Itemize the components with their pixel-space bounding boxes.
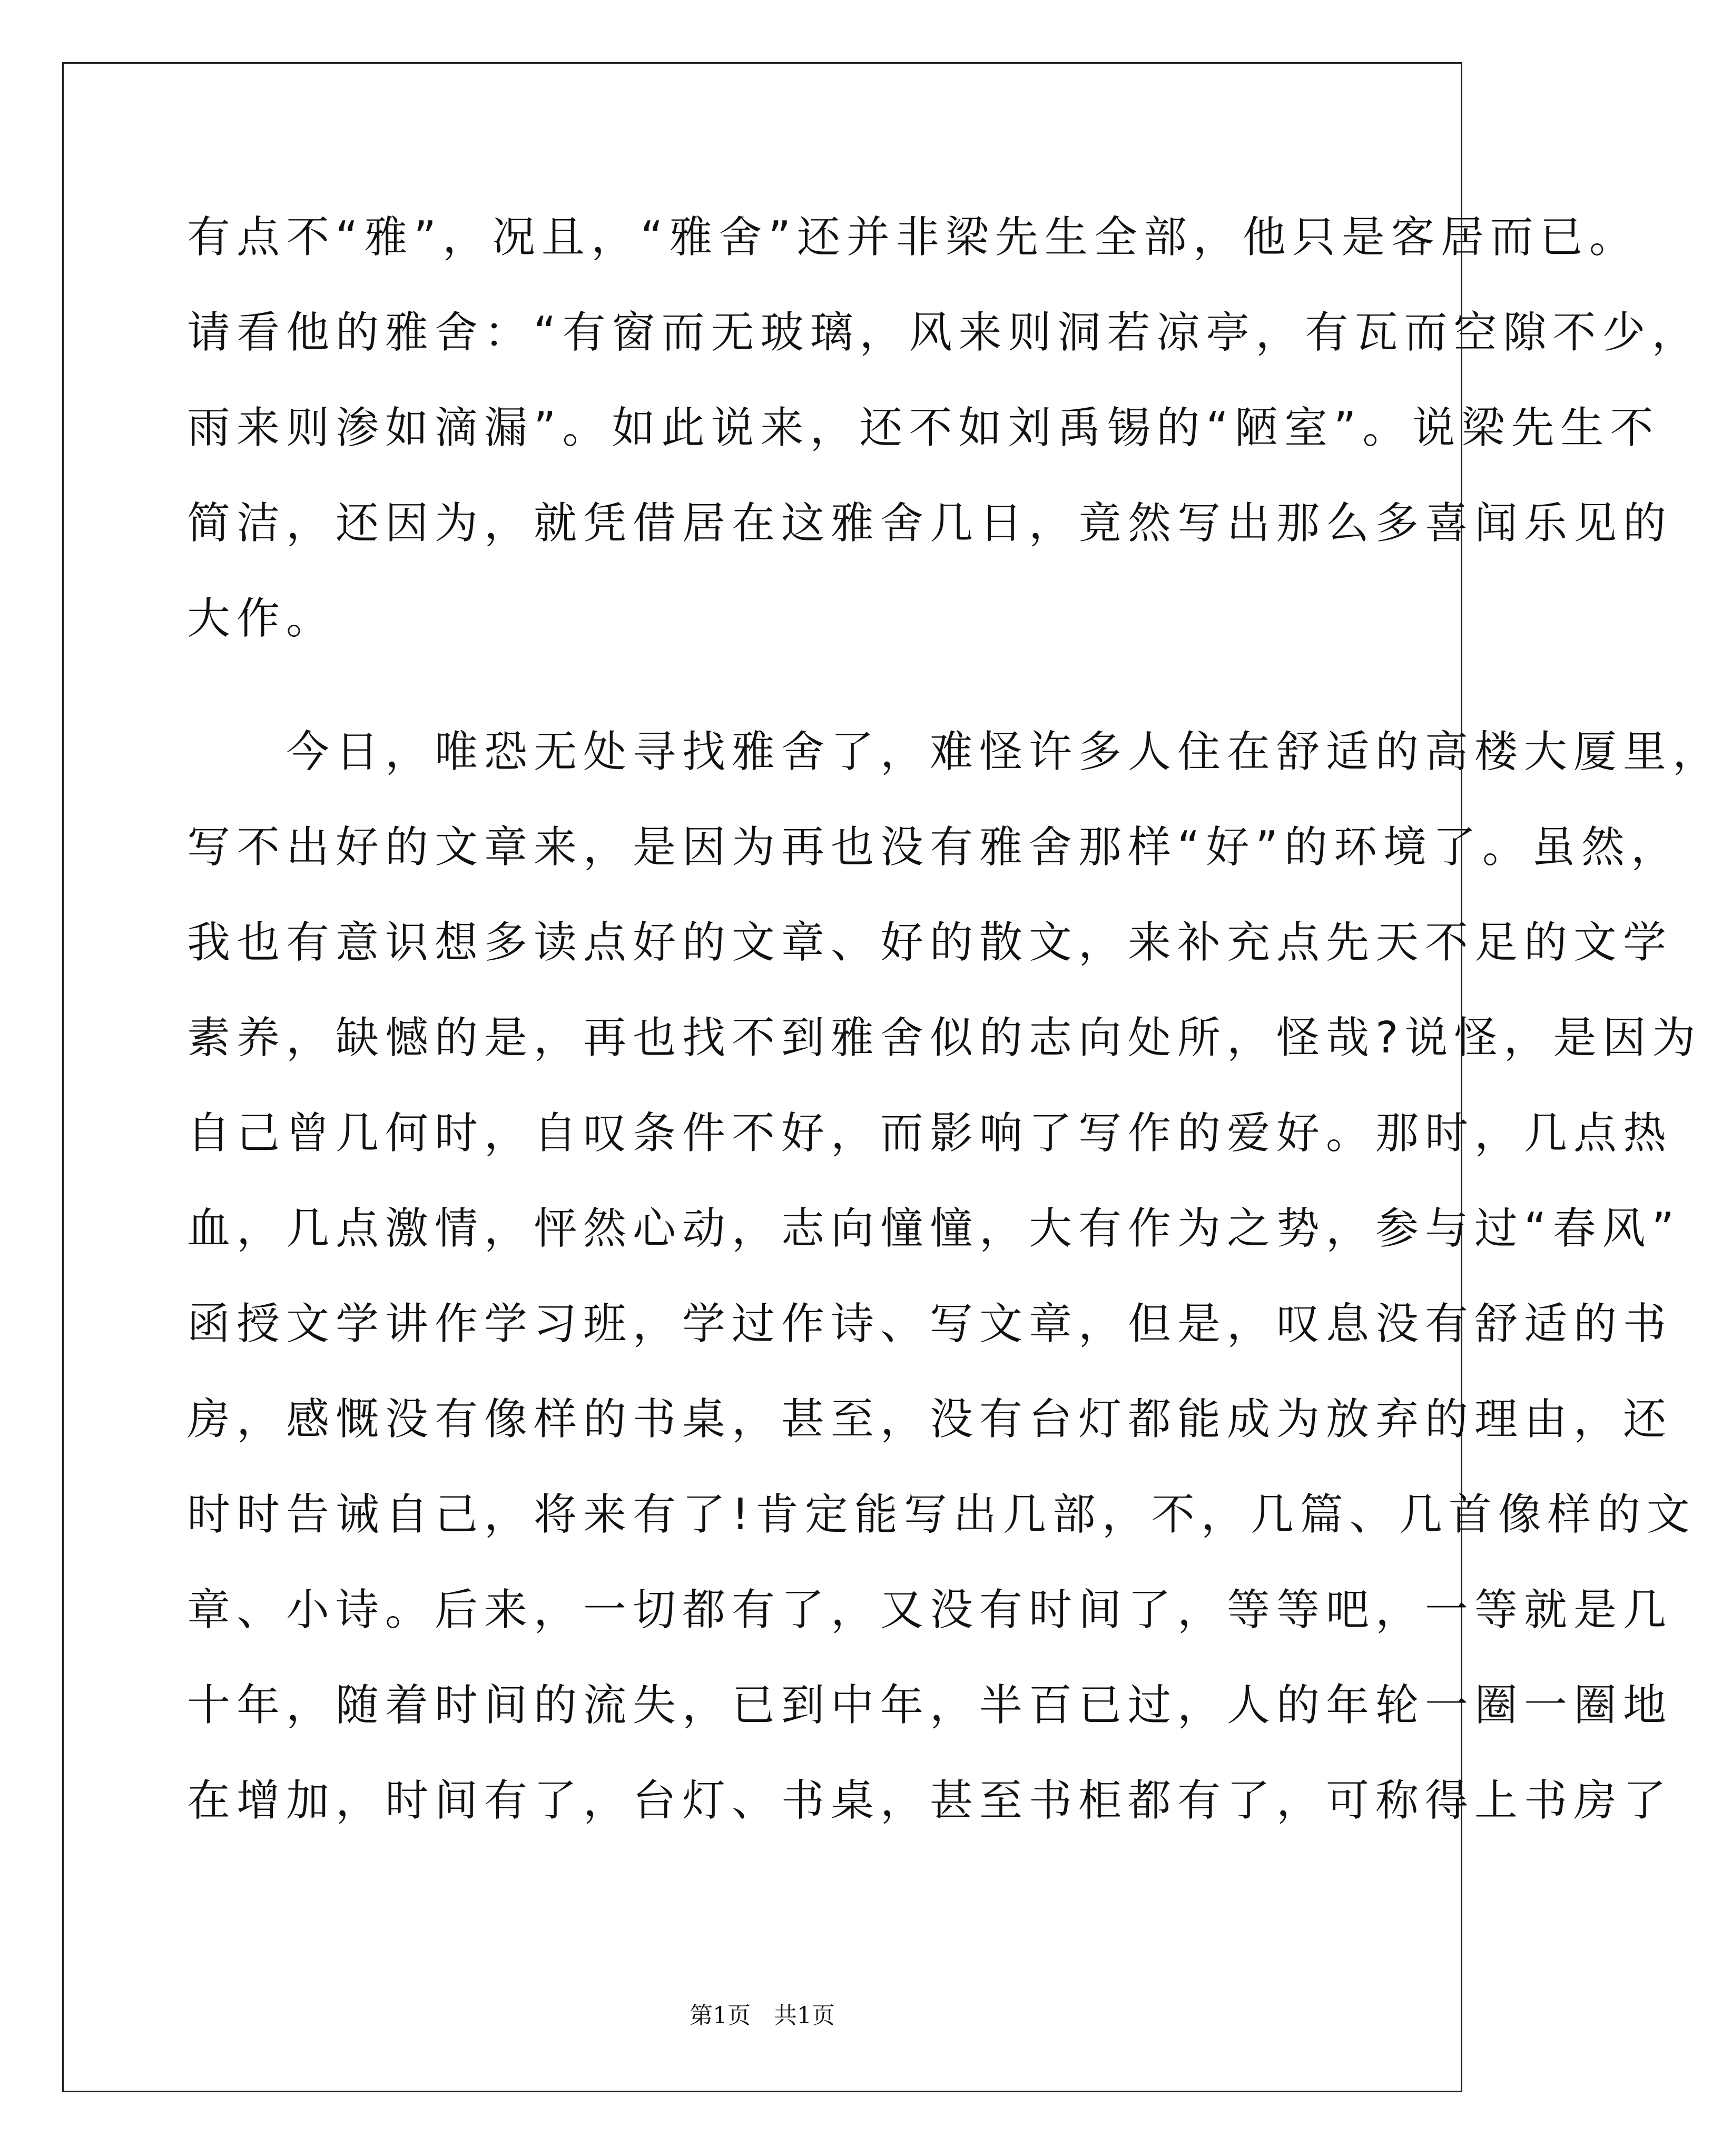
text-line: 房，感慨没有像样的书桌，甚至，没有台灯都能成为放弃的理由，还 <box>187 1394 1673 1444</box>
text-line: 请看他的雅舍：“有窗而无玻璃，风来则洞若凉亭，有瓦而空隙不少， <box>187 308 1701 358</box>
text-line: 时时告诫自己，将来有了!肯定能写出几部，不，几篇、几首像样的文 <box>187 1490 1696 1540</box>
paragraph-gap <box>187 666 1356 704</box>
document-body <box>187 190 1722 1848</box>
text-line: 大作。 <box>187 594 336 644</box>
text-line: 我也有意识想多读点好的文章、好的散文，来补充点先天不足的文学 <box>187 918 1673 968</box>
text-line: 血，几点激情，怦然心动，志向憧憧，大有作为之势，参与过“春风” <box>187 1204 1680 1254</box>
text-line: 今日，唯恐无处寻找雅舍了，难怪许多人住在舒适的高楼大厦里， <box>187 727 1722 777</box>
text-line: 十年，随着时间的流失，已到中年，半百已过，人的年轮一圈一圈地 <box>187 1680 1673 1730</box>
text-line: 在增加，时间有了，台灯、书桌，甚至书柜都有了，可称得上书房了 <box>187 1776 1673 1826</box>
paragraph-2 <box>187 704 1722 1848</box>
text-line: 写不出好的文章来，是因为再也没有雅舍那样“好”的环境了。虽然， <box>187 822 1680 872</box>
text-line: 素养，缺憾的是，再也找不到雅舍似的志向处所，怪哉?说怪，是因为 <box>187 1013 1702 1063</box>
text-line: 函授文学讲作学习班，学过作诗、写文章，但是，叹息没有舒适的书 <box>187 1299 1673 1349</box>
page-footer: 第1页 共1页 <box>690 2002 835 2029</box>
text-line: 自己曾几何时，自叹条件不好，而影响了写作的爱好。那时，几点热 <box>187 1108 1673 1158</box>
text-line: 简洁，还因为，就凭借居在这雅舍几日，竟然写出那么多喜闻乐见的 <box>187 498 1673 548</box>
text-line: 章、小诗。后来，一切都有了，又没有时间了，等等吧，一等就是几 <box>187 1585 1673 1635</box>
text-line: 有点不“雅”，况且，“雅舍”还并非梁先生全部，他只是客居而已。 <box>187 212 1639 262</box>
text-line: 雨来则渗如滴漏”。如此说来，还不如刘禹锡的“陋室”。说梁先生不 <box>187 403 1660 453</box>
paragraph-1 <box>187 190 1701 666</box>
